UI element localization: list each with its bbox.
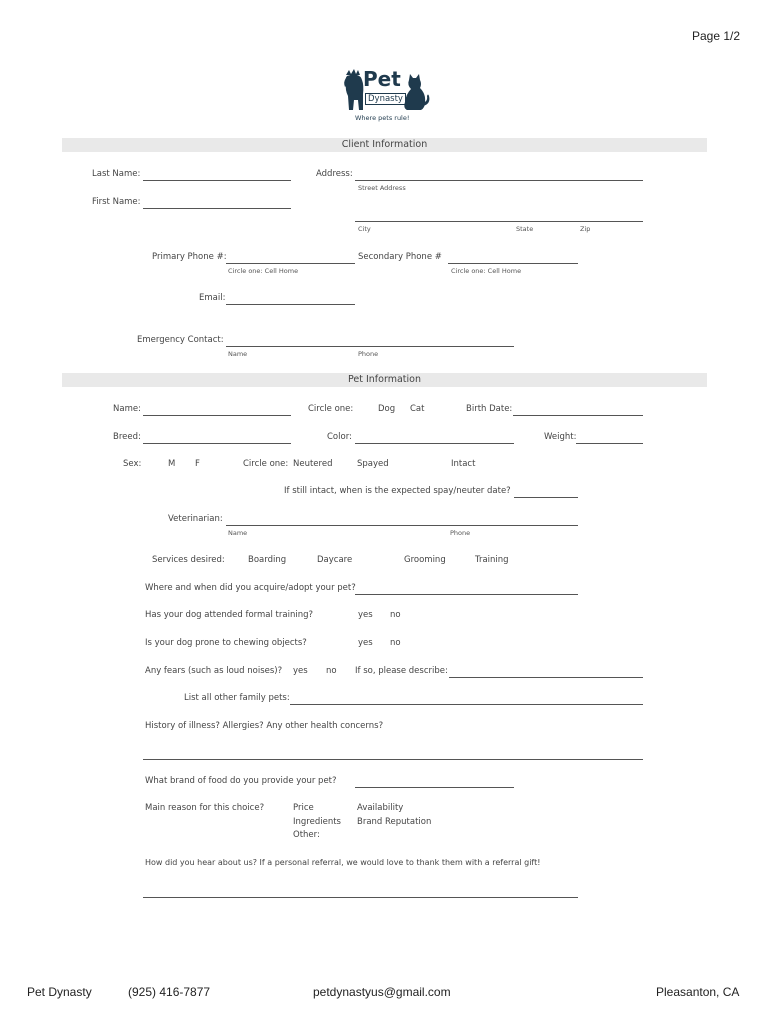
color-label: Color:	[327, 432, 352, 442]
food-question: What brand of food do you provide your pet?	[145, 776, 337, 786]
acquire-question: Where and when did you acquire/adopt your pet?	[145, 583, 356, 593]
logo-word-dynasty: Dynasty	[365, 93, 406, 105]
city-caption: City	[358, 225, 371, 233]
email-field[interactable]	[226, 304, 355, 305]
last-name-field[interactable]	[143, 180, 291, 181]
cat-icon	[404, 74, 429, 110]
address-label: Address:	[316, 169, 353, 179]
logo-tagline: Where pets rule!	[355, 114, 410, 122]
footer-email[interactable]: petdynastyus@gmail.com	[313, 985, 451, 999]
city-state-zip-field[interactable]	[355, 221, 643, 222]
first-name-field[interactable]	[143, 208, 291, 209]
vet-phone-caption: Phone	[450, 529, 471, 537]
birth-date-field[interactable]	[513, 415, 643, 416]
crown-icon	[346, 69, 360, 75]
fears-no[interactable]: no	[326, 666, 337, 676]
acquire-field[interactable]	[355, 594, 578, 595]
food-field[interactable]	[355, 787, 514, 788]
services-label: Services desired:	[152, 555, 225, 565]
reason-ingredients[interactable]: Ingredients	[293, 817, 341, 827]
secondary-phone-field[interactable]	[448, 263, 578, 264]
history-question: History of illness? Allergies? Any other health concerns?	[145, 721, 384, 731]
primary-phone-type: Circle one: Cell Home	[228, 267, 299, 275]
chewing-no[interactable]: no	[390, 638, 401, 648]
sex-m-option[interactable]: M	[168, 459, 176, 469]
secondary-phone-label: Secondary Phone #	[358, 252, 442, 262]
first-name-label: First Name:	[92, 197, 141, 207]
neutered-option[interactable]: Neutered	[293, 459, 333, 469]
primary-phone-label: Primary Phone #:	[152, 252, 227, 262]
other-pets-field[interactable]	[290, 704, 643, 705]
reason-price[interactable]: Price	[293, 803, 314, 813]
street-address-caption: Street Address	[358, 184, 406, 192]
client-information-header: Client Information	[62, 138, 707, 152]
vet-name-caption: Name	[228, 529, 248, 537]
history-field[interactable]	[143, 759, 643, 760]
spay-date-field[interactable]	[514, 497, 578, 498]
fears-describe-field[interactable]	[449, 677, 643, 678]
weight-label: Weight:	[544, 432, 577, 442]
service-grooming[interactable]: Grooming	[404, 555, 446, 565]
primary-phone-field[interactable]	[226, 263, 355, 264]
pet-information-header: Pet Information	[62, 373, 707, 387]
sex-f-option[interactable]: F	[195, 459, 200, 469]
species-dog-option[interactable]: Dog	[378, 404, 396, 414]
veterinarian-label: Veterinarian:	[168, 514, 223, 524]
training-question: Has your dog attended formal training?	[145, 610, 313, 620]
main-reason-question: Main reason for this choice?	[145, 803, 265, 813]
service-boarding[interactable]: Boarding	[248, 555, 287, 565]
fears-question: Any fears (such as loud noises)?	[145, 666, 283, 676]
service-daycare[interactable]: Daycare	[317, 555, 353, 565]
last-name-label: Last Name:	[92, 169, 141, 179]
service-training[interactable]: Training	[475, 555, 509, 565]
other-pets-label: List all other family pets:	[184, 693, 290, 703]
status-circle-label: Circle one:	[243, 459, 289, 469]
weight-field[interactable]	[576, 443, 643, 444]
secondary-phone-type: Circle one: Cell Home	[451, 267, 522, 275]
street-address-field[interactable]	[355, 180, 643, 181]
emergency-name-caption: Name	[228, 350, 248, 358]
pet-name-field[interactable]	[143, 415, 291, 416]
emergency-contact-field[interactable]	[226, 346, 514, 347]
training-no[interactable]: no	[390, 610, 401, 620]
breed-field[interactable]	[143, 443, 291, 444]
fears-describe-label: If so, please describe:	[355, 666, 448, 676]
sex-label: Sex:	[123, 459, 142, 469]
reason-availability[interactable]: Availability	[357, 803, 404, 813]
reason-other[interactable]: Other:	[293, 830, 320, 840]
pet-name-label: Name:	[113, 404, 141, 414]
dog-icon	[344, 75, 363, 110]
emergency-contact-label: Emergency Contact:	[137, 335, 224, 345]
referral-field[interactable]	[143, 897, 578, 898]
spayed-option[interactable]: Spayed	[357, 459, 389, 469]
footer-phone: (925) 416-7877	[128, 985, 211, 999]
training-yes[interactable]: yes	[358, 610, 373, 620]
birth-date-label: Birth Date:	[466, 404, 513, 414]
state-caption: State	[516, 225, 534, 233]
veterinarian-field[interactable]	[226, 525, 578, 526]
zip-caption: Zip	[580, 225, 591, 233]
chewing-question: Is your dog prone to chewing objects?	[145, 638, 307, 648]
footer-company: Pet Dynasty	[27, 985, 92, 999]
breed-label: Breed:	[113, 432, 141, 442]
logo-word-pet: Pet	[363, 67, 401, 91]
fears-yes[interactable]: yes	[293, 666, 308, 676]
reason-brand-reputation[interactable]: Brand Reputation	[357, 817, 432, 827]
pet-dynasty-logo	[343, 68, 433, 126]
intact-option[interactable]: Intact	[451, 459, 476, 469]
species-cat-option[interactable]: Cat	[410, 404, 425, 414]
emergency-phone-caption: Phone	[358, 350, 379, 358]
referral-question: How did you hear about us? If a personal referral, we would love to thank them with a referral gift!	[145, 858, 541, 867]
footer-location: Pleasanton, CA	[656, 985, 740, 999]
page-number: Page 1/2	[692, 29, 741, 43]
color-field[interactable]	[355, 443, 514, 444]
spay-date-question: If still intact, when is the expected spay/neuter date?	[284, 486, 511, 496]
species-circle-label: Circle one:	[308, 404, 354, 414]
email-label: Email:	[199, 293, 226, 303]
chewing-yes[interactable]: yes	[358, 638, 373, 648]
